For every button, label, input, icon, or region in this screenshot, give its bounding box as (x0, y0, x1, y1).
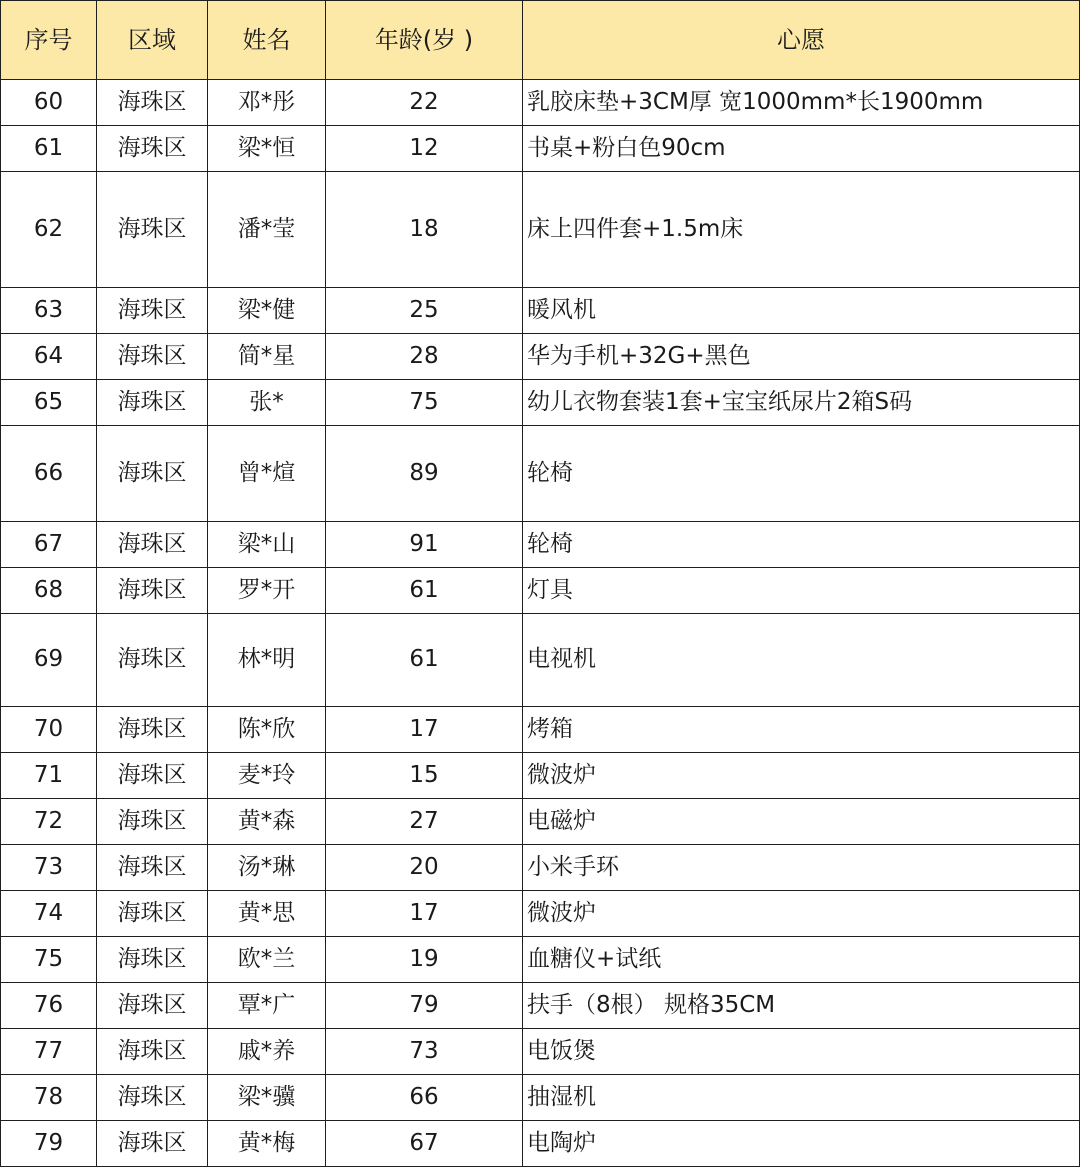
table-row (1, 568, 1080, 614)
cell-district: 海珠区 (97, 288, 208, 334)
cell-wish: 床上四件套+1.5m床 (523, 172, 1080, 288)
table-row (1, 1075, 1080, 1121)
cell-name: 邓*彤 (208, 80, 326, 126)
table-row (1, 799, 1080, 845)
cell-name: 欧*兰 (208, 937, 326, 983)
cell-district: 海珠区 (97, 799, 208, 845)
cell-wish: 电视机 (523, 614, 1080, 707)
cell-district: 海珠区 (97, 126, 208, 172)
cell-name: 罗*开 (208, 568, 326, 614)
cell-name: 黄*梅 (208, 1121, 326, 1167)
cell-index: 65 (1, 380, 97, 426)
cell-index: 72 (1, 799, 97, 845)
cell-age: 66 (326, 1075, 523, 1121)
cell-district: 海珠区 (97, 1075, 208, 1121)
cell-wish: 微波炉 (523, 891, 1080, 937)
cell-district: 海珠区 (97, 426, 208, 522)
cell-index: 73 (1, 845, 97, 891)
cell-index: 79 (1, 1121, 97, 1167)
cell-name: 戚*养 (208, 1029, 326, 1075)
cell-name: 覃*广 (208, 983, 326, 1029)
cell-district: 海珠区 (97, 707, 208, 753)
cell-index: 67 (1, 522, 97, 568)
cell-district: 海珠区 (97, 334, 208, 380)
cell-wish: 轮椅 (523, 426, 1080, 522)
table-row (1, 172, 1080, 288)
cell-index: 74 (1, 891, 97, 937)
cell-index: 64 (1, 334, 97, 380)
cell-name: 张* (208, 380, 326, 426)
cell-wish: 小米手环 (523, 845, 1080, 891)
cell-age: 17 (326, 891, 523, 937)
cell-wish: 烤箱 (523, 707, 1080, 753)
cell-name: 梁*骥 (208, 1075, 326, 1121)
cell-name: 汤*琳 (208, 845, 326, 891)
cell-district: 海珠区 (97, 845, 208, 891)
table-row (1, 614, 1080, 707)
table-row (1, 80, 1080, 126)
cell-name: 曾*煊 (208, 426, 326, 522)
cell-age: 75 (326, 380, 523, 426)
cell-district: 海珠区 (97, 891, 208, 937)
cell-name: 林*明 (208, 614, 326, 707)
cell-wish: 幼儿衣物套装1套+宝宝纸尿片2箱S码 (523, 380, 1080, 426)
cell-wish: 华为手机+32G+黑色 (523, 334, 1080, 380)
cell-name: 黄*思 (208, 891, 326, 937)
cell-wish: 抽湿机 (523, 1075, 1080, 1121)
cell-wish: 电陶炉 (523, 1121, 1080, 1167)
header-name: 姓名 (208, 1, 326, 80)
cell-index: 62 (1, 172, 97, 288)
cell-district: 海珠区 (97, 753, 208, 799)
cell-name: 梁*恒 (208, 126, 326, 172)
cell-index: 71 (1, 753, 97, 799)
cell-wish: 扶手（8根） 规格35CM (523, 983, 1080, 1029)
cell-age: 73 (326, 1029, 523, 1075)
cell-district: 海珠区 (97, 983, 208, 1029)
cell-wish: 暖风机 (523, 288, 1080, 334)
cell-age: 25 (326, 288, 523, 334)
cell-age: 17 (326, 707, 523, 753)
table-row (1, 707, 1080, 753)
cell-name: 麦*玲 (208, 753, 326, 799)
cell-index: 70 (1, 707, 97, 753)
cell-index: 63 (1, 288, 97, 334)
cell-age: 28 (326, 334, 523, 380)
cell-name: 简*星 (208, 334, 326, 380)
cell-age: 27 (326, 799, 523, 845)
table-row (1, 983, 1080, 1029)
cell-district: 海珠区 (97, 522, 208, 568)
cell-district: 海珠区 (97, 937, 208, 983)
cell-name: 黄*森 (208, 799, 326, 845)
cell-wish: 血糖仪+试纸 (523, 937, 1080, 983)
table-row (1, 753, 1080, 799)
cell-age: 15 (326, 753, 523, 799)
cell-district: 海珠区 (97, 1029, 208, 1075)
cell-index: 60 (1, 80, 97, 126)
cell-wish: 微波炉 (523, 753, 1080, 799)
table-row (1, 1121, 1080, 1167)
header-wish: 心愿 (523, 1, 1080, 80)
cell-age: 22 (326, 80, 523, 126)
cell-district: 海珠区 (97, 1121, 208, 1167)
table-row (1, 380, 1080, 426)
table-row (1, 126, 1080, 172)
cell-wish: 轮椅 (523, 522, 1080, 568)
table-row (1, 1029, 1080, 1075)
cell-age: 79 (326, 983, 523, 1029)
table-row (1, 522, 1080, 568)
header-index: 序号 (1, 1, 97, 80)
cell-wish: 书桌+粉白色90cm (523, 126, 1080, 172)
table-row (1, 937, 1080, 983)
cell-index: 61 (1, 126, 97, 172)
cell-district: 海珠区 (97, 80, 208, 126)
cell-wish: 电磁炉 (523, 799, 1080, 845)
cell-name: 潘*莹 (208, 172, 326, 288)
table-row (1, 891, 1080, 937)
cell-district: 海珠区 (97, 614, 208, 707)
cell-age: 19 (326, 937, 523, 983)
cell-wish: 乳胶床垫+3CM厚 宽1000mm*长1900mm (523, 80, 1080, 126)
cell-index: 76 (1, 983, 97, 1029)
cell-index: 69 (1, 614, 97, 707)
table-header-row (1, 1, 1080, 80)
cell-age: 67 (326, 1121, 523, 1167)
table-row (1, 426, 1080, 522)
cell-age: 61 (326, 614, 523, 707)
cell-wish: 电饭煲 (523, 1029, 1080, 1075)
cell-index: 75 (1, 937, 97, 983)
cell-index: 66 (1, 426, 97, 522)
cell-index: 77 (1, 1029, 97, 1075)
cell-age: 89 (326, 426, 523, 522)
cell-district: 海珠区 (97, 172, 208, 288)
cell-age: 61 (326, 568, 523, 614)
table-row (1, 845, 1080, 891)
cell-age: 91 (326, 522, 523, 568)
cell-age: 20 (326, 845, 523, 891)
table-row (1, 334, 1080, 380)
cell-name: 梁*健 (208, 288, 326, 334)
table-row (1, 288, 1080, 334)
cell-district: 海珠区 (97, 380, 208, 426)
cell-wish: 灯具 (523, 568, 1080, 614)
cell-name: 陈*欣 (208, 707, 326, 753)
cell-index: 78 (1, 1075, 97, 1121)
cell-index: 68 (1, 568, 97, 614)
cell-district: 海珠区 (97, 568, 208, 614)
header-district: 区域 (97, 1, 208, 80)
cell-name: 梁*山 (208, 522, 326, 568)
header-age: 年龄(岁 ) (326, 1, 523, 80)
cell-age: 12 (326, 126, 523, 172)
cell-age: 18 (326, 172, 523, 288)
